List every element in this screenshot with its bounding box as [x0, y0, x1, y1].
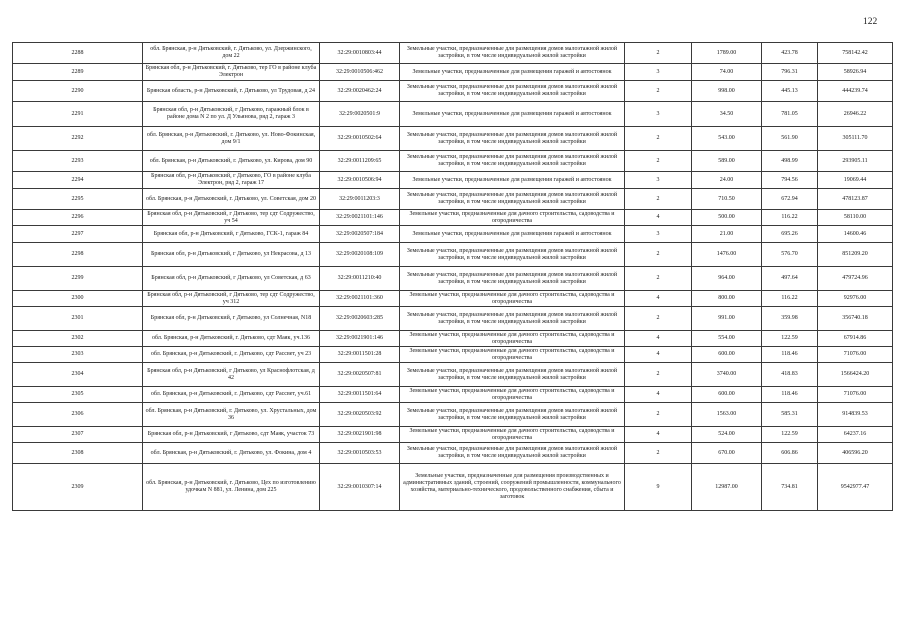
area-cell: 991.00	[692, 307, 762, 331]
address-cell: обл. Брянская, р-н Дятьковский, г. Дятьково, ул. Дзержинского, дом 22	[143, 43, 320, 64]
cadastral-value-cell: 851209.20	[818, 243, 893, 267]
cadastral-number-cell: 32:29:0010506:94	[320, 172, 400, 189]
group-cell: 2	[625, 267, 692, 291]
group-cell: 4	[625, 331, 692, 347]
cadastral-value-cell: 92976.00	[818, 291, 893, 307]
group-cell: 2	[625, 189, 692, 210]
land-use-cell: Земельные участки, предназначенные для размещения домов малоэтажной жилой застройки, в том числе индивидуальной жилой застройки	[400, 267, 625, 291]
cadastral-value-cell: 26946.22	[818, 102, 893, 127]
address-cell: Брянская обл, р-н Дятьковский, г Дятьково, ГСК-1, гараж 84	[143, 226, 320, 243]
table-row	[13, 189, 893, 210]
address-cell: Брянская обл, р-н Дятьковский, г Дятьково, ул Краснофлотская, д 42	[143, 363, 320, 387]
address-cell: Брянская область, р-н Дятьковский, г. Дятьково, ул Трудовая, д 24	[143, 81, 320, 102]
address-cell: обл. Брянская, р-н Дятьковский, г. Дятьково, ул. Фокина, дом 4	[143, 443, 320, 464]
group-cell: 2	[625, 81, 692, 102]
page-number: 122	[863, 17, 878, 27]
specific-value-cell: 418.83	[762, 363, 818, 387]
table-row	[13, 64, 893, 81]
cadastral-number-cell: 32:29:0010803:44	[320, 43, 400, 64]
cadastral-number-cell: 32:29:0020507:81	[320, 363, 400, 387]
area-cell: 12987.00	[692, 464, 762, 511]
table-row	[13, 81, 893, 102]
table-row	[13, 403, 893, 427]
specific-value-cell: 576.70	[762, 243, 818, 267]
land-use-cell: Земельные участки, предназначенные для размещения домов малоэтажной жилой застройки, в том числе индивидуальной жилой застройки	[400, 363, 625, 387]
group-cell: 4	[625, 387, 692, 403]
cadastral-value-cell: 67914.86	[818, 331, 893, 347]
specific-value-cell: 695.26	[762, 226, 818, 243]
group-cell: 2	[625, 403, 692, 427]
cadastral-value-cell: 58110.00	[818, 210, 893, 226]
address-cell: Брянская обл, р-н Дятьковский, г Дятьково, ул Советская, д 63	[143, 267, 320, 291]
table-row	[13, 267, 893, 291]
cadastral-value-table	[12, 42, 893, 511]
cadastral-number-cell: 32:29:0011501:64	[320, 387, 400, 403]
cadastral-value-cell: 758142.42	[818, 43, 893, 64]
row-number: 2305	[13, 387, 143, 403]
land-use-cell: Земельные участки, предназначенные для дачного строительства, садоводства и огородничества	[400, 210, 625, 226]
cadastral-value-cell: 71076.00	[818, 387, 893, 403]
area-cell: 600.00	[692, 347, 762, 363]
address-cell: обл. Брянская, р-н Дятьковский, г. Дятьково, Цех по изготовлению удочкам N 881, ул. Ленина, дом 225	[143, 464, 320, 511]
land-use-cell: Земельные участки, предназначенные для размещения домов малоэтажной жилой застройки, в том числе индивидуальной жилой застройки	[400, 307, 625, 331]
table-row	[13, 210, 893, 226]
specific-value-cell: 734.81	[762, 464, 818, 511]
land-use-cell: Земельные участки, предназначенные для размещения домов малоэтажной жилой застройки, в том числе индивидуальной жилой застройки	[400, 81, 625, 102]
table-row	[13, 243, 893, 267]
area-cell: 500.00	[692, 210, 762, 226]
address-cell: Брянская обл, р-н Дятьковский, г Дятьково, тер сдт Содружество, уч 312	[143, 291, 320, 307]
cadastral-number-cell: 32:29:0020503:92	[320, 403, 400, 427]
specific-value-cell: 585.31	[762, 403, 818, 427]
row-number: 2293	[13, 151, 143, 172]
group-cell: 4	[625, 210, 692, 226]
land-use-cell: Земельные участки, предназначенные для размещения домов малоэтажной жилой застройки, в том числе индивидуальной жилой застройки	[400, 151, 625, 172]
cadastral-number-cell: 32:29:0011209:65	[320, 151, 400, 172]
land-use-cell: Земельные участки, предназначенные для размещения домов малоэтажной жилой застройки, в том числе индивидуальной жилой застройки	[400, 403, 625, 427]
specific-value-cell: 423.78	[762, 43, 818, 64]
cadastral-value-cell: 9542977.47	[818, 464, 893, 511]
land-use-cell: Земельные участки, предназначенные для дачного строительства, садоводства и огородничества	[400, 387, 625, 403]
row-number: 2307	[13, 427, 143, 443]
address-cell: обл. Брянская, р-н Дятьковский, г. Дятьково, сдт Рассвет, уч 23	[143, 347, 320, 363]
cadastral-number-cell: 32:29:0010506:462	[320, 64, 400, 81]
land-use-cell: Земельные участки, предназначенные для дачного строительства, садоводства и огородничества	[400, 347, 625, 363]
table-row	[13, 102, 893, 127]
specific-value-cell: 606.86	[762, 443, 818, 464]
area-cell: 1476.00	[692, 243, 762, 267]
group-cell: 3	[625, 172, 692, 189]
land-use-cell: Земельные участки, предназначенные для размещения домов малоэтажной жилой застройки, в том числе индивидуальной жилой застройки	[400, 127, 625, 151]
land-use-cell: Земельные участки, предназначенные для размещения гаражей и автостоянок	[400, 64, 625, 81]
row-number: 2288	[13, 43, 143, 64]
area-cell: 710.50	[692, 189, 762, 210]
address-cell: обл. Брянская, р-н Дятьковский, г. Дятьково, ул. Кирова, дом 90	[143, 151, 320, 172]
land-use-cell: Земельные участки, предназначенные для дачного строительства, садоводства и огородничества	[400, 331, 625, 347]
group-cell: 3	[625, 64, 692, 81]
cadastral-number-cell: 32:29:0021101:360	[320, 291, 400, 307]
group-cell: 2	[625, 363, 692, 387]
area-cell: 21.00	[692, 226, 762, 243]
row-number: 2300	[13, 291, 143, 307]
cadastral-number-cell: 32:29:0011210:40	[320, 267, 400, 291]
group-cell: 2	[625, 307, 692, 331]
land-use-cell: Земельные участки, предназначенные для размещения гаражей и автостоянок	[400, 102, 625, 127]
table-row	[13, 443, 893, 464]
cadastral-number-cell: 32:29:0020603:285	[320, 307, 400, 331]
specific-value-cell: 794.56	[762, 172, 818, 189]
specific-value-cell: 122.59	[762, 331, 818, 347]
group-cell: 4	[625, 427, 692, 443]
cadastral-value-cell: 444239.74	[818, 81, 893, 102]
cadastral-value-cell: 71076.00	[818, 347, 893, 363]
area-cell: 964.00	[692, 267, 762, 291]
cadastral-value-cell: 478123.87	[818, 189, 893, 210]
row-number: 2295	[13, 189, 143, 210]
area-cell: 543.00	[692, 127, 762, 151]
specific-value-cell: 497.64	[762, 267, 818, 291]
area-cell: 1789.00	[692, 43, 762, 64]
area-cell: 554.00	[692, 331, 762, 347]
specific-value-cell: 672.94	[762, 189, 818, 210]
group-cell: 2	[625, 151, 692, 172]
address-cell: обл. Брянская, р-н Дятьковский, г. Дятьково, ул. Хрустальных, дом 36	[143, 403, 320, 427]
cadastral-number-cell: 32:29:0011203:3	[320, 189, 400, 210]
cadastral-value-cell: 914839.53	[818, 403, 893, 427]
cadastral-number-cell: 32:29:0010503:53	[320, 443, 400, 464]
specific-value-cell: 116.22	[762, 210, 818, 226]
row-number: 2297	[13, 226, 143, 243]
cadastral-value-cell: 14600.46	[818, 226, 893, 243]
group-cell: 2	[625, 127, 692, 151]
cadastral-value-cell: 1566424.20	[818, 363, 893, 387]
row-number: 2308	[13, 443, 143, 464]
row-number: 2292	[13, 127, 143, 151]
address-cell: обл. Брянская, р-н Дятьковский, г. Дятьково, ул. Ново-Фокинская, дом 9/1	[143, 127, 320, 151]
group-cell: 4	[625, 347, 692, 363]
area-cell: 600.00	[692, 387, 762, 403]
row-number: 2291	[13, 102, 143, 127]
area-cell: 670.00	[692, 443, 762, 464]
area-cell: 998.00	[692, 81, 762, 102]
area-cell: 589.00	[692, 151, 762, 172]
cadastral-number-cell: 32:29:0021101:146	[320, 210, 400, 226]
area-cell: 800.00	[692, 291, 762, 307]
row-number: 2289	[13, 64, 143, 81]
table-row	[13, 291, 893, 307]
cadastral-value-cell: 479724.96	[818, 267, 893, 291]
cadastral-number-cell: 32:29:0020462:24	[320, 81, 400, 102]
address-cell: Брянская обл, р-н Дятьковский, г Дятьково, ул Некрасова, д 13	[143, 243, 320, 267]
specific-value-cell: 561.90	[762, 127, 818, 151]
address-cell: Брянская обл, р-н Дятьковский, г Дятьково, ГО в районе клуба Электрон, ряд 2, гараж 17	[143, 172, 320, 189]
land-use-cell: Земельные участки, предназначенные для дачного строительства, садоводства и огородничества	[400, 291, 625, 307]
row-number: 2304	[13, 363, 143, 387]
row-number: 2301	[13, 307, 143, 331]
address-cell: Брянская обл, р-н Дятьковский, г Дятьково, ул Солнечная, N18	[143, 307, 320, 331]
group-cell: 2	[625, 443, 692, 464]
address-cell: Брянская обл, р-н Дятьковский, г. Дятьково, тер ГО в районе клуба Электрон	[143, 64, 320, 81]
row-number: 2302	[13, 331, 143, 347]
specific-value-cell: 445.13	[762, 81, 818, 102]
land-use-cell: Земельные участки, предназначенные для размещения домов малоэтажной жилой застройки, в том числе индивидуальной жилой застройки	[400, 243, 625, 267]
area-cell: 1563.00	[692, 403, 762, 427]
table-row	[13, 387, 893, 403]
specific-value-cell: 359.98	[762, 307, 818, 331]
table-row	[13, 464, 893, 511]
table-row	[13, 172, 893, 189]
group-cell: 3	[625, 102, 692, 127]
group-cell: 4	[625, 291, 692, 307]
table-row	[13, 331, 893, 347]
table-row	[13, 127, 893, 151]
cadastral-value-cell: 19069.44	[818, 172, 893, 189]
specific-value-cell: 122.59	[762, 427, 818, 443]
row-number: 2294	[13, 172, 143, 189]
row-number: 2306	[13, 403, 143, 427]
row-number: 2298	[13, 243, 143, 267]
cadastral-value-cell: 305111.70	[818, 127, 893, 151]
area-cell: 3740.00	[692, 363, 762, 387]
cadastral-value-cell: 58926.94	[818, 64, 893, 81]
specific-value-cell: 116.22	[762, 291, 818, 307]
cadastral-value-cell: 64237.16	[818, 427, 893, 443]
table-row	[13, 427, 893, 443]
area-cell: 34.50	[692, 102, 762, 127]
table-row	[13, 151, 893, 172]
cadastral-number-cell: 32:29:0020507:184	[320, 226, 400, 243]
land-use-cell: Земельные участки, предназначенные для размещения домов малоэтажной жилой застройки, в том числе индивидуальной жилой застройки	[400, 443, 625, 464]
table-row	[13, 347, 893, 363]
row-number: 2296	[13, 210, 143, 226]
cadastral-number-cell: 32:29:0010307:14	[320, 464, 400, 511]
cadastral-number-cell: 32:29:0020501:9	[320, 102, 400, 127]
land-use-cell: Земельные участки, предназначенные для размещения гаражей и автостоянок	[400, 226, 625, 243]
row-number: 2303	[13, 347, 143, 363]
specific-value-cell: 781.05	[762, 102, 818, 127]
land-use-cell: Земельные участки, предназначенные для дачного строительства, садоводства и огородничества	[400, 427, 625, 443]
row-number: 2309	[13, 464, 143, 511]
address-cell: обл. Брянская, р-н Дятьковский, г. Дятьково, сдт Маяк, уч.136	[143, 331, 320, 347]
table-row	[13, 43, 893, 64]
group-cell: 2	[625, 43, 692, 64]
specific-value-cell: 118.46	[762, 347, 818, 363]
area-cell: 24.00	[692, 172, 762, 189]
area-cell: 524.00	[692, 427, 762, 443]
table-row	[13, 226, 893, 243]
cadastral-number-cell: 32:29:0011501:28	[320, 347, 400, 363]
address-cell: Брянская обл, р-н Дятьковский, г Дятьково, гаражный блок в районе дома N 2 по ул. Д Ульянова, ряд 2, гараж 3	[143, 102, 320, 127]
group-cell: 3	[625, 226, 692, 243]
cadastral-value-cell: 356740.18	[818, 307, 893, 331]
cadastral-value-cell: 406596.20	[818, 443, 893, 464]
land-use-cell: Земельные участки, предназначенные для размещения домов малоэтажной жилой застройки, в том числе индивидуальной жилой застройки	[400, 43, 625, 64]
address-cell: Брянская обл, р-н Дятьковский, г Дятьково, сдт Маяк, участок 73	[143, 427, 320, 443]
cadastral-number-cell: 32:29:0020108:109	[320, 243, 400, 267]
row-number: 2290	[13, 81, 143, 102]
cadastral-number-cell: 32:29:0021901:146	[320, 331, 400, 347]
table-row	[13, 363, 893, 387]
row-number: 2299	[13, 267, 143, 291]
cadastral-value-cell: 293905.11	[818, 151, 893, 172]
table-row	[13, 307, 893, 331]
specific-value-cell: 498.99	[762, 151, 818, 172]
cadastral-number-cell: 32:29:0021901:98	[320, 427, 400, 443]
land-use-cell: Земельные участки, предназначенные для размещения производственных и административных зданий, строений, сооружений промышленности, коммунального хозяйства, материально-технического, продовольственного снабжения, сбыта и заготовок	[400, 464, 625, 511]
area-cell: 74.00	[692, 64, 762, 81]
address-cell: обл. Брянская, р-н Дятьковский, г. Дятьково, ул. Советская, дом 20	[143, 189, 320, 210]
address-cell: Брянская обл, р-н Дятьковский, г Дятьково, тер сдт Содружество, уч 54	[143, 210, 320, 226]
address-cell: обл. Брянская, р-н Дятьковский, г. Дятьково, сдт Рассвет, уч.61	[143, 387, 320, 403]
group-cell: 2	[625, 243, 692, 267]
specific-value-cell: 796.31	[762, 64, 818, 81]
land-use-cell: Земельные участки, предназначенные для размещения домов малоэтажной жилой застройки, в том числе индивидуальной жилой застройки	[400, 189, 625, 210]
group-cell: 9	[625, 464, 692, 511]
cadastral-number-cell: 32:29:0010502:64	[320, 127, 400, 151]
land-use-cell: Земельные участки, предназначенные для размещения гаражей и автостоянок	[400, 172, 625, 189]
specific-value-cell: 118.46	[762, 387, 818, 403]
